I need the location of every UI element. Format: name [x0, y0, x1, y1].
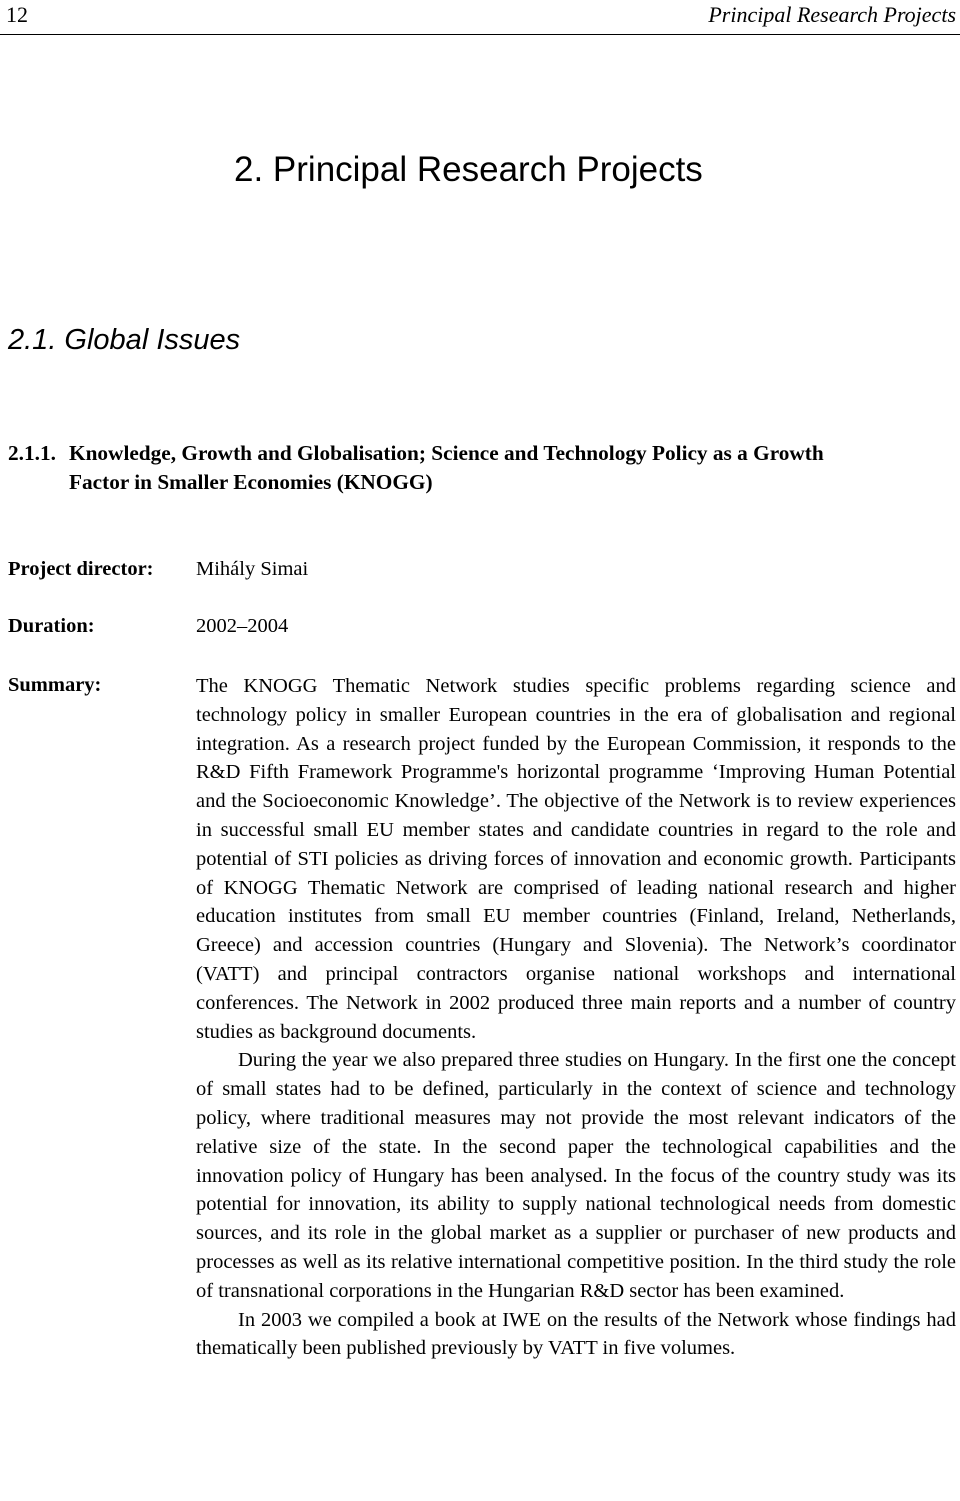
page-header [0, 0, 960, 35]
duration-row [8, 612, 289, 640]
page-number: 12 [6, 2, 28, 27]
summary-row [8, 671, 101, 699]
running-title: Principal Research Projects [708, 2, 956, 27]
summary-body [196, 672, 956, 1363]
subsection-title [8, 439, 958, 496]
section-title: 2.1. Global Issues [8, 324, 241, 356]
subsection-title-line1: Knowledge, Growth and Globalisation; Science and Technology Policy as a Growth [69, 441, 824, 465]
subsection-title-line2: Factor in Smaller Economies (KNOGG) [69, 469, 433, 494]
chapter-title: 2. Principal Research Projects [234, 150, 703, 189]
project-director-row [8, 555, 309, 583]
summary-paragraph-3: In 2003 we compiled a book at IWE on the results of the Network whose findings had thematically been published previously by VATT in five volumes. [196, 1308, 956, 1360]
project-director-value: Mihály Simai [196, 558, 309, 580]
summary-paragraph-1: The KNOGG Thematic Network studies specific problems regarding science and technology policy in smaller European countries in the era of globalisation and regional integration. As a research project funded by the European Commission, it responds to the R&D Fifth Framework Programme's horizontal programme ‘Improving Human Potential and the Socioeconomic Knowledge’. The objective of the Network is to review experiences in successful small EU member states and candidate countries in regard to the role and potential of STI policies as driving forces of innovation and economic growth. Participants of KNOGG Thematic Network are comprised of leading national research and higher education institutes from small EU member countries (Finland, Ireland, Netherlands, Greece) and accession countries (Hungary and Slovenia). The Network’s coordinator (VATT) and principal contractors organise national workshops and international conferences. The Network in 2002 produced three main reports and a number of country studies as background documents. [196, 675, 956, 1043]
summary-label: Summary: [8, 674, 102, 696]
project-director-label: Project director: [8, 558, 154, 580]
subsection-number: 2.1.1. [8, 441, 56, 465]
duration-value: 2002–2004 [196, 615, 289, 637]
summary-paragraph-2: During the year we also prepared three studies on Hungary. In the first one the concept of small states had to be defined, particularly in the context of science and technology policy, where traditional measures may not provide the most relevant indicators of the relative size of the state. In the second paper the technological capabilities and the innovation policy of Hungary has been analysed. In the focus of the country study was its potential for innovation, its ability to supply national technological needs from domestic sources, and its role in the global market as a supplier or purchaser of new products and processes as well as its relative international competitive position. In the third study the role of transnational corporations in the Hungarian R&D sector has been examined. [196, 1049, 956, 1302]
duration-label: Duration: [8, 615, 95, 637]
